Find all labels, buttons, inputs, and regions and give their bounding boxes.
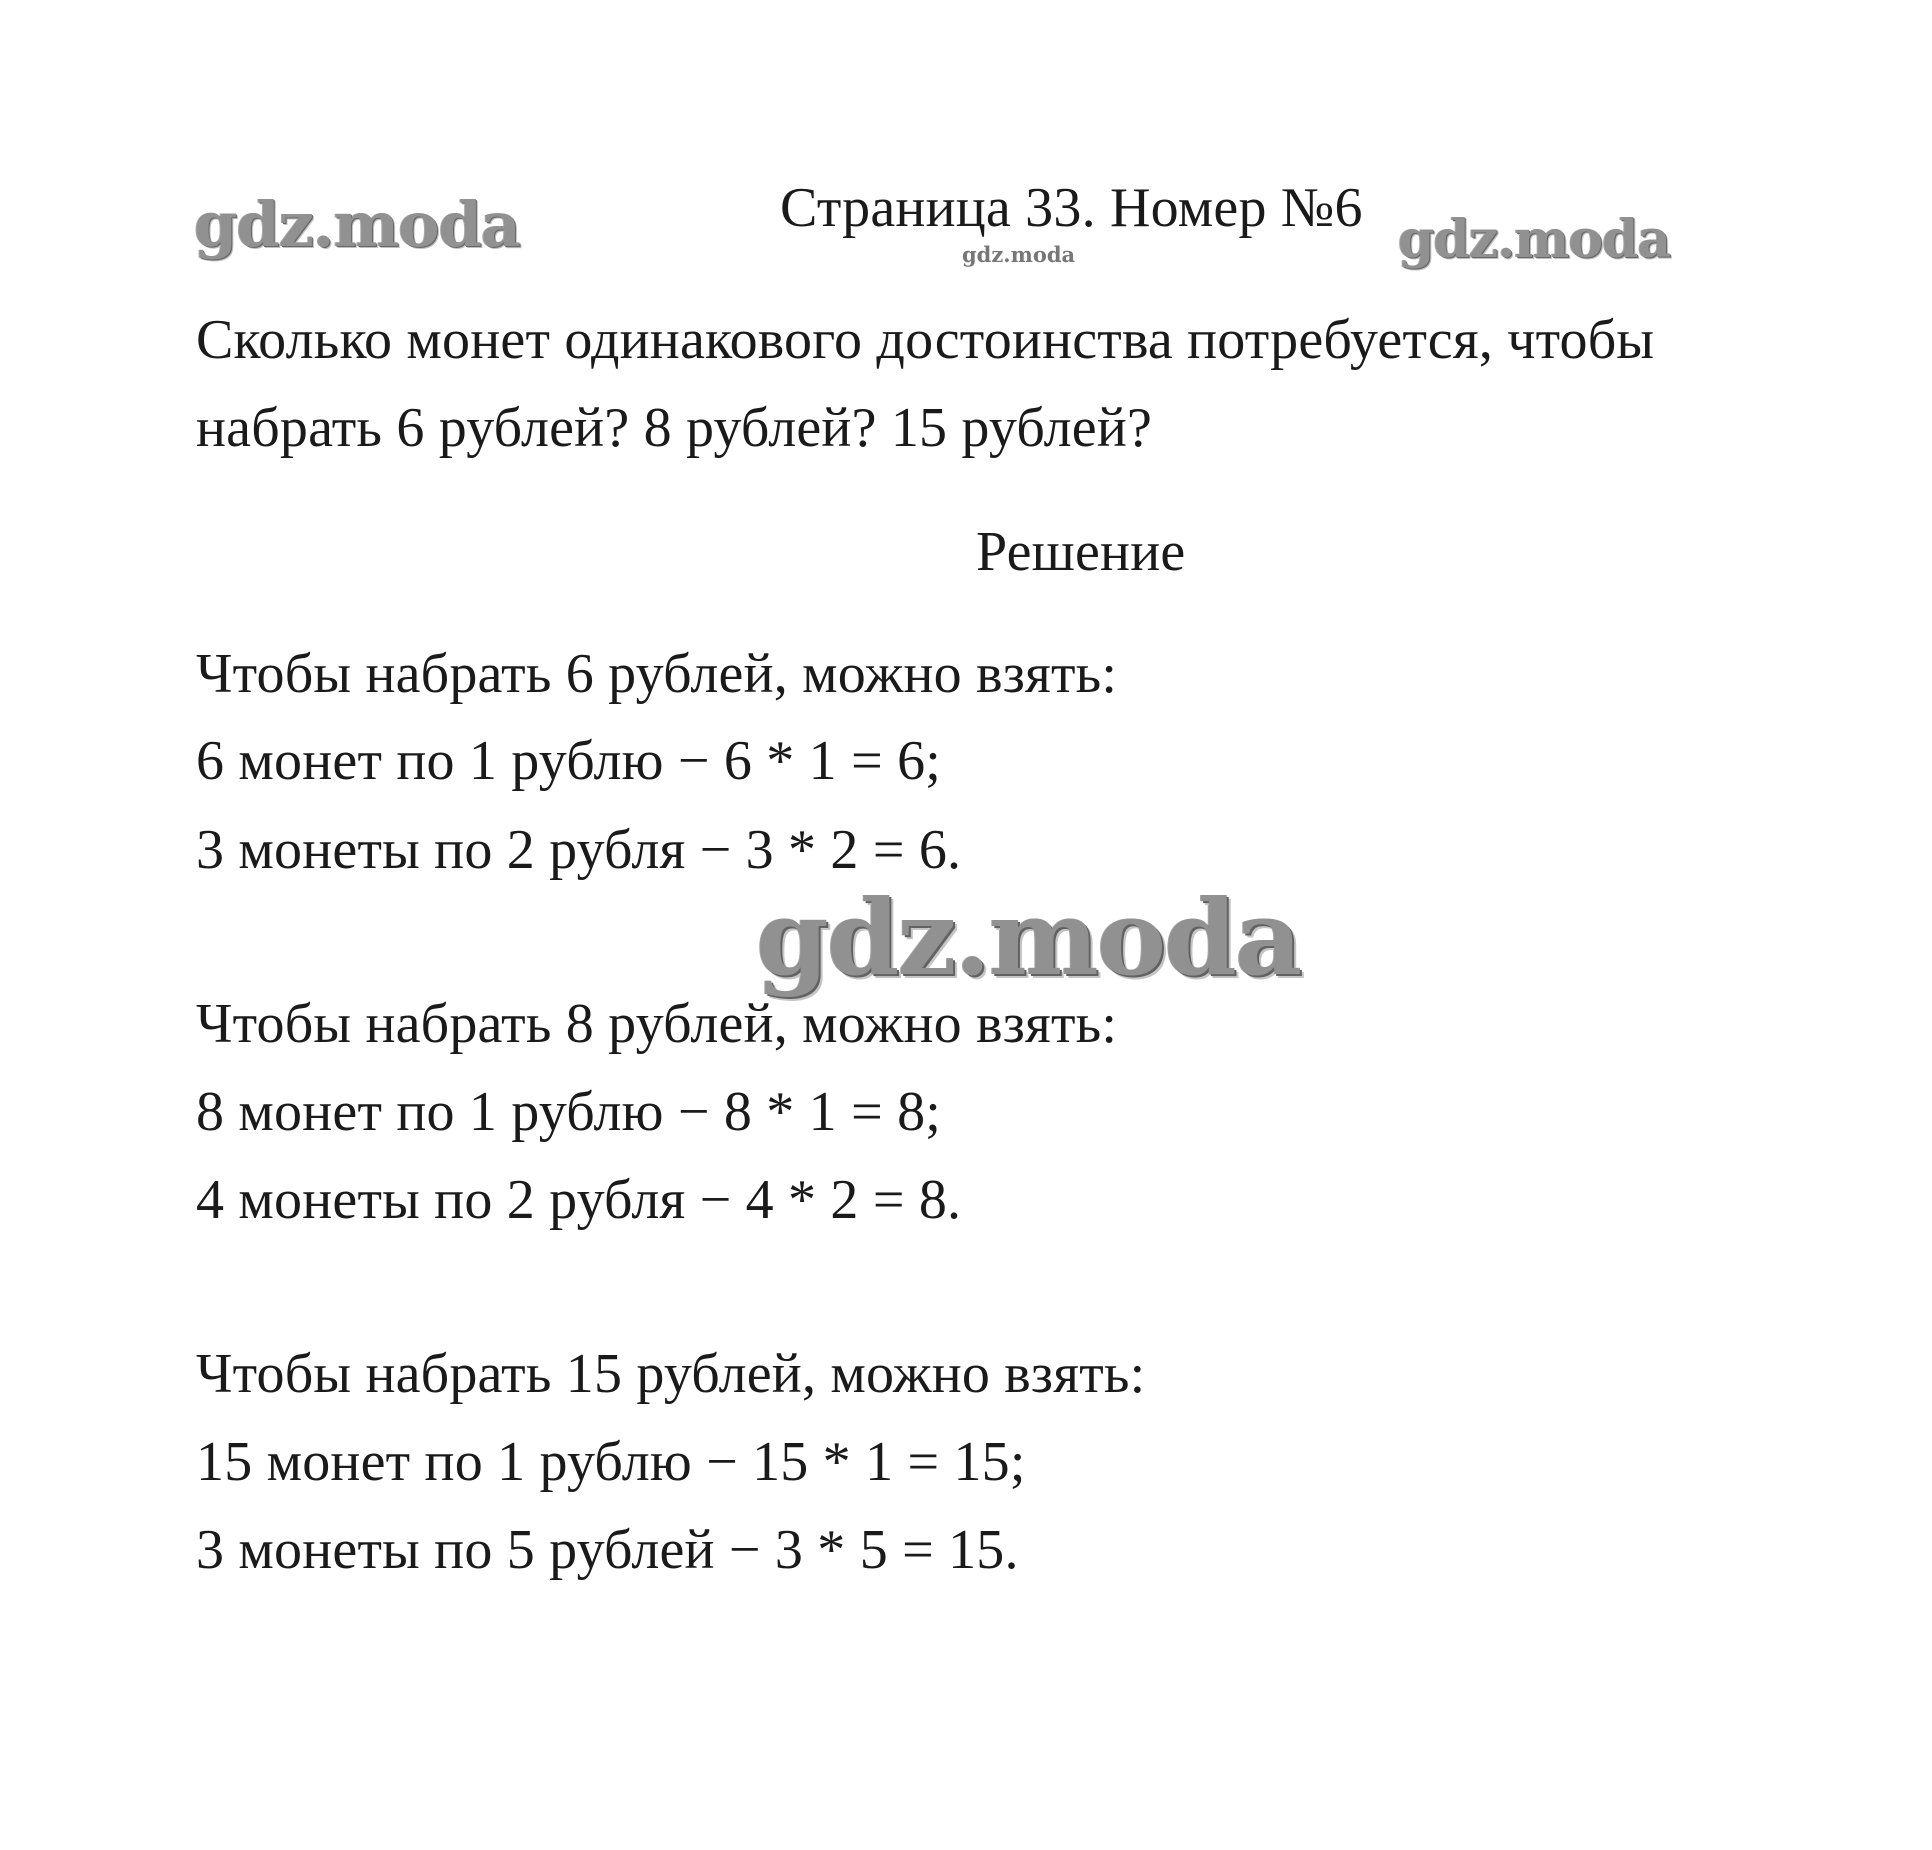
watermark-top-small: gdz.moda bbox=[962, 242, 1076, 267]
solution-part1-line1: 6 монет по 1 рублю − 6 * 1 = 6; bbox=[196, 730, 942, 792]
watermark-top-left: gdz.moda bbox=[194, 188, 520, 261]
watermark-middle: gdz.moda bbox=[756, 876, 1301, 999]
solution-part3-line2: 3 монеты по 5 рублей − 3 * 5 = 15. bbox=[196, 1519, 1019, 1581]
solution-part3-line1: 15 монет по 1 рублю − 15 * 1 = 15; bbox=[196, 1431, 1026, 1493]
solution-part2-intro: Чтобы набрать 8 рублей, можно взять: bbox=[196, 993, 1118, 1055]
solution-part1-intro: Чтобы набрать 6 рублей, можно взять: bbox=[196, 643, 1118, 705]
solution-part2-line2: 4 монеты по 2 рубля − 4 * 2 = 8. bbox=[196, 1169, 962, 1231]
question-line-1: Сколько монет одинакового достоинства потребуется, чтобы bbox=[196, 309, 1655, 371]
question-line-2: набрать 6 рублей? 8 рублей? 15 рублей? bbox=[196, 397, 1153, 459]
solution-part3-intro: Чтобы набрать 15 рублей, можно взять: bbox=[196, 1343, 1146, 1405]
solution-part2-line1: 8 монет по 1 рублю − 8 * 1 = 8; bbox=[196, 1081, 942, 1143]
page-title: Страница 33. Номер №6 bbox=[780, 177, 1363, 239]
solution-part1-line2: 3 монеты по 2 рубля − 3 * 2 = 6. bbox=[196, 819, 962, 881]
solution-heading: Решение bbox=[976, 521, 1186, 583]
watermark-top-right: gdz.moda bbox=[1398, 209, 1671, 270]
